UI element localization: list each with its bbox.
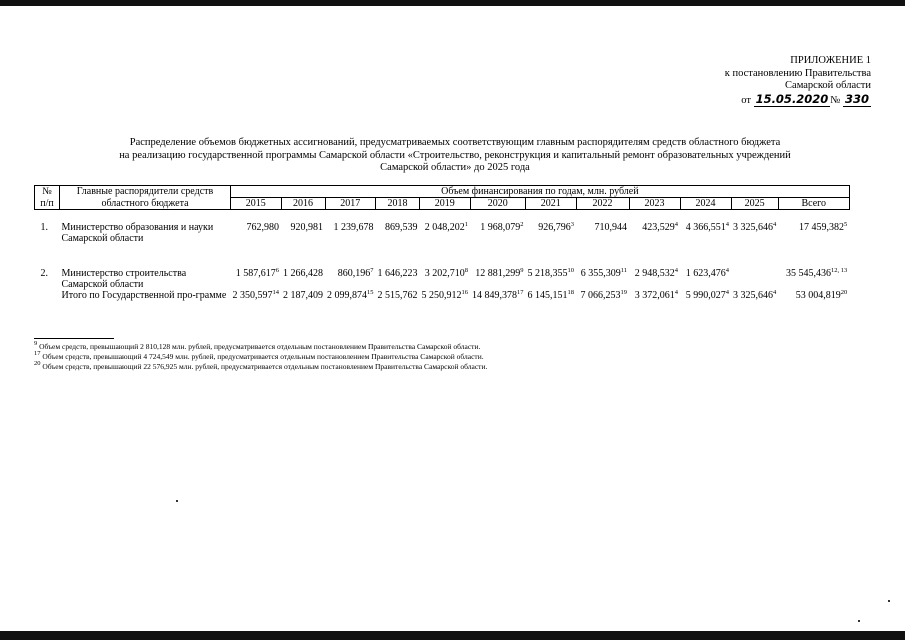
cell-value: 5 218,355 (527, 268, 568, 279)
cell-value: 1 646,223 (377, 268, 418, 279)
table-header (35, 186, 850, 210)
cell-value: 926,796 (538, 222, 571, 233)
footnote (34, 352, 487, 362)
cell-value: 2 515,762 (377, 290, 418, 301)
footnotes (34, 342, 487, 372)
cell-value: 710,944 (594, 222, 627, 233)
total-number-empty (35, 290, 60, 301)
cell-value: 5 250,912 (421, 290, 462, 301)
total-value-cell (231, 290, 282, 301)
table-body (35, 210, 850, 302)
number-prefix: № (830, 94, 841, 106)
cell-value: 1 239,678 (333, 222, 374, 233)
value-cell (778, 222, 849, 244)
footnote-mark: 9 (34, 340, 38, 347)
scan-bottom-border (0, 631, 905, 640)
header-name-bottom (60, 198, 231, 210)
footnote-ref: 4 (725, 267, 729, 274)
total-value-cell (680, 290, 731, 301)
footnote-text: Объем средств, превышающий 2 810,128 млн. рублей, предусматривается отдельным постановлением Правительства Самарской области. (37, 342, 481, 351)
cell-value: 5 990,027 (685, 290, 726, 301)
header-year-2020: 2020 (470, 198, 526, 210)
footnote-ref: 12, 13 (831, 267, 848, 274)
footnote-ref: 4 (773, 221, 777, 228)
header-num-label: № (42, 186, 52, 198)
footnote-ref: 10 (567, 267, 574, 274)
total-value-cell (325, 290, 376, 301)
cell-value: 12 881,299 (475, 268, 521, 279)
header-year-2024: 2024 (680, 198, 731, 210)
footnote-ref: 16 (461, 289, 468, 296)
value-cell (470, 268, 526, 290)
total-value-cell (778, 290, 849, 301)
header-name (60, 186, 231, 198)
footnote-divider (34, 338, 114, 339)
footnote (34, 362, 487, 372)
footnote-ref: 8 (464, 267, 468, 274)
appendix-date-line (671, 93, 871, 108)
document-title (60, 137, 850, 175)
header-year-2015: 2015 (231, 198, 282, 210)
value-cell (731, 222, 778, 244)
table-row (35, 268, 850, 290)
total-value-cell (526, 290, 577, 301)
header-name-bottom-label: областного бюджета (101, 197, 189, 209)
header-year-2025: 2025 (731, 198, 778, 210)
handwritten-date: 15.05.2020 (755, 91, 829, 106)
footnote-ref: 15 (367, 289, 374, 296)
value-cell (420, 268, 471, 290)
cell-value: 14 849,378 (472, 290, 517, 301)
row-name: Министерство строительства Самарской области (61, 268, 187, 290)
header-name-label: Главные распорядители средств (76, 186, 214, 198)
table-row (35, 222, 850, 244)
cell-value: 1 623,476 (685, 268, 726, 279)
footnote-ref: 7 (370, 267, 374, 274)
header-year-total: Всего (778, 198, 849, 210)
footnote (34, 342, 487, 352)
cell-value: 2 948,532 (634, 268, 675, 279)
title-line-2: на реализацию государственной программы Самарской области «Строительство, реконструкция и капитальный ремонт образовательных учреждений (119, 149, 791, 161)
cell-value: 2 350,597 (232, 290, 273, 301)
header-year-2021: 2021 (526, 198, 577, 210)
scan-speck (888, 600, 890, 602)
handwritten-number: 330 (844, 91, 869, 106)
value-cell (325, 222, 376, 244)
header-year-2019: 2019 (420, 198, 471, 210)
total-row (35, 290, 850, 301)
value-cell (526, 268, 577, 290)
footnote-ref: 6 (275, 267, 279, 274)
cell-value: 1 587,617 (235, 268, 276, 279)
header-num-bottom (35, 198, 60, 210)
value-cell (680, 268, 731, 290)
value-cell (281, 222, 325, 244)
value-cell (629, 222, 680, 244)
appendix-line-3: Самарской области (785, 80, 871, 91)
cell-value: 860,196 (337, 268, 371, 279)
footnote-ref: 5 (844, 221, 848, 228)
footnote-ref: 2 (520, 221, 524, 228)
value-cell (376, 222, 420, 244)
header-year-2017: 2017 (325, 198, 376, 210)
spacer-row (35, 244, 850, 256)
row-number: 1. (40, 222, 48, 233)
cell-value: 35 545,436 (786, 268, 831, 279)
value-cell (470, 222, 526, 244)
appendix-title: ПРИЛОЖЕНИЕ 1 (790, 55, 871, 66)
cell-value: 1 968,079 (480, 222, 521, 233)
row-name: Министерство образования и науки Самарской области (61, 222, 214, 244)
footnote-ref: 4 (773, 289, 777, 296)
footnote-ref: 4 (725, 221, 729, 228)
footnote-ref: 18 (567, 289, 574, 296)
footnote-ref: 4 (674, 221, 678, 228)
footnote-ref: 1 (464, 221, 468, 228)
funding-table (34, 185, 850, 301)
header-year-2016: 2016 (281, 198, 325, 210)
footnote-ref: 3 (570, 221, 574, 228)
cell-value: 6 145,151 (527, 290, 568, 301)
value-cell (376, 268, 420, 290)
value-cell (420, 222, 471, 244)
footnote-ref: 11 (620, 267, 627, 274)
total-value-cell (576, 290, 629, 301)
scan-top-border (0, 0, 905, 6)
value-cell (231, 222, 282, 244)
cell-value: 3 325,646 (733, 222, 773, 233)
cell-value: 3 202,710 (424, 268, 465, 279)
header-year-2023: 2023 (629, 198, 680, 210)
total-value-cell (629, 290, 680, 301)
appendix-block (671, 55, 871, 107)
scan-speck (858, 620, 860, 622)
footnote-ref: 17 (517, 289, 524, 296)
title-line-3: Самарской области» до 2025 года (380, 162, 530, 173)
cell-value: 2 048,202 (424, 222, 465, 233)
cell-value: 869,539 (385, 222, 418, 233)
total-label: Итого по Государственной про-грамме (61, 290, 227, 301)
total-value-cell (731, 290, 778, 301)
footnote-ref: 14 (272, 289, 279, 296)
date-prefix: от (741, 94, 751, 106)
value-cell (576, 268, 629, 290)
footnote-mark: 20 (34, 360, 41, 367)
footnote-text: Объем средств, превышающий 4 724,549 млн. рублей, предусматривается отдельным постановлением Правительства Самарской области. (40, 352, 484, 361)
cell-value: 3 372,061 (634, 290, 675, 301)
cell-value: 423,529 (642, 222, 675, 233)
cell-value: 4 366,551 (685, 222, 726, 233)
value-cell (526, 222, 577, 244)
value-cell (231, 268, 282, 290)
appendix-line-2: к постановлению Правительства (724, 67, 871, 79)
footnote-ref: 20 (840, 289, 848, 296)
total-value-cell (470, 290, 526, 301)
cell-value: 17 459,382 (799, 222, 844, 233)
cell-value: 2 099,874 (327, 290, 367, 301)
header-year-2022: 2022 (576, 198, 629, 210)
cell-value: 7 066,253 (580, 290, 621, 301)
value-cell (680, 222, 731, 244)
scan-speck (176, 500, 178, 502)
total-value-cell (420, 290, 471, 301)
header-year-2018: 2018 (376, 198, 420, 210)
header-funding-group: Объем финансирования по годам, млн. рублей (231, 186, 850, 198)
total-value-cell (281, 290, 325, 301)
value-cell (576, 222, 629, 244)
footnote-mark: 17 (34, 350, 41, 357)
footnote-ref: 19 (620, 289, 627, 296)
value-cell (629, 268, 680, 290)
total-value-cell (376, 290, 420, 301)
footnote-ref: 4 (725, 289, 729, 296)
spacer-cell (35, 244, 850, 256)
cell-value: 1 266,428 (283, 268, 323, 279)
cell-value: 920,981 (290, 222, 323, 233)
cell-value: 2 187,409 (283, 290, 323, 301)
cell-value: 762,980 (246, 222, 279, 233)
value-cell (325, 268, 376, 290)
footnote-ref: 4 (674, 289, 678, 296)
value-cell (731, 268, 778, 290)
footnote-ref: 4 (674, 267, 678, 274)
title-line-1: Распределение объемов бюджетных ассигнований, предусматриваемых соответствующим главным распорядителям средств областного бюджета (129, 137, 781, 148)
footnote-ref: 9 (520, 267, 524, 274)
row-number: 2. (40, 268, 48, 279)
cell-value: 6 355,309 (580, 268, 621, 279)
header-num-bottom-label: п/п (40, 197, 54, 209)
footnote-text: Объем средств, превышающий 22 576,925 млн. рублей, предусматривается отдельным постановлением Правительства Самарской области. (40, 362, 488, 371)
value-cell (281, 268, 325, 290)
cell-value: 53 004,819 (795, 290, 841, 301)
header-num (35, 186, 60, 198)
cell-value: 3 325,646 (733, 290, 773, 301)
value-cell (778, 268, 849, 290)
